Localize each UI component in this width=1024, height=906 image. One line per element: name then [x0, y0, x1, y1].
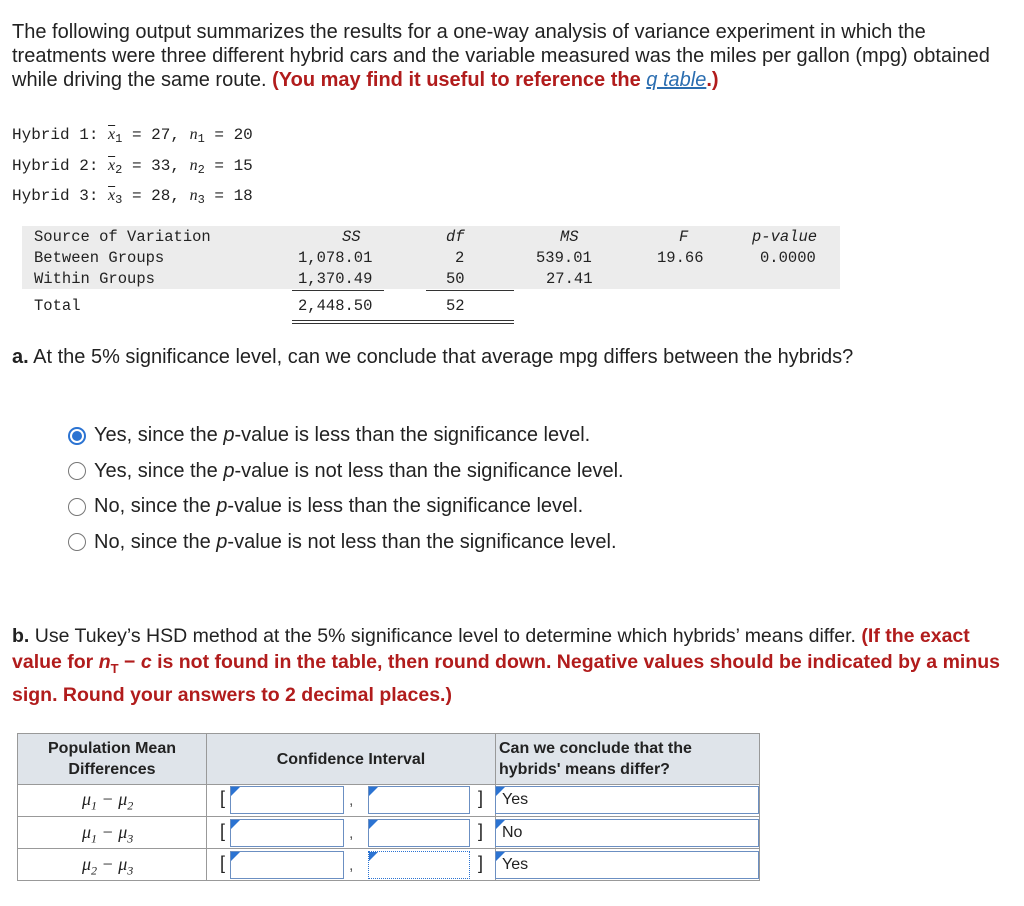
hdr-mean-differences: Population Mean Differences	[48, 740, 176, 778]
within-source: Within Groups	[34, 270, 155, 288]
problem-intro	[12, 20, 1020, 92]
question-b-label: b.	[12, 625, 30, 647]
question-a-label: a.	[12, 346, 29, 368]
input-flag-icon	[496, 820, 505, 829]
question-b	[12, 623, 1012, 708]
hdr-source: Source of Variation	[34, 228, 211, 246]
hdr-pvalue: p-value	[752, 228, 818, 246]
radio-button[interactable]	[68, 498, 86, 516]
ci-comma: ,	[349, 792, 354, 809]
df-rule-top	[426, 290, 514, 291]
input-flag-icon	[231, 820, 240, 829]
ci-lower-input[interactable]	[230, 786, 344, 814]
hdr-ms: MS	[560, 228, 579, 246]
input-flag-icon	[496, 852, 505, 861]
mean-difference: $\mu_1 - \mu_2$	[82, 789, 134, 813]
hdr-confidence-interval: Confidence Interval	[276, 751, 426, 768]
mean-difference: $\mu_2 - \mu_3$	[82, 854, 134, 878]
input-flag-icon	[496, 787, 505, 796]
within-ss: 1,370.49	[298, 270, 373, 288]
intro-text: The following output summarizes the results for a one-way analysis of variance experiment in which the treatments were three different hybrid cars and the variable measured was the miles per gallon (mpg) obtained while driving the same route.	[12, 21, 990, 91]
hybrid-row: Hybrid 2: $\overline{x}_2 = 33$, $n_2 = 15$	[12, 156, 253, 177]
radio-button[interactable]	[68, 462, 86, 480]
question-a-text: At the 5% significance level, can we conclude that average mpg differs between the hybrids?	[33, 346, 854, 368]
open-bracket: [	[220, 821, 226, 841]
q-table-link[interactable]: q table	[646, 69, 707, 91]
hybrid-row: Hybrid 3: $\overline{x}_3 = 28$, $n_3 = 18$	[12, 187, 253, 207]
option-3[interactable]	[68, 489, 624, 525]
open-bracket: [	[220, 788, 226, 808]
col-divider-1	[206, 734, 207, 880]
row-divider-1	[18, 816, 759, 817]
option-2[interactable]	[68, 454, 624, 490]
option-1[interactable]	[68, 418, 624, 454]
close-bracket: ]	[478, 821, 484, 841]
option-label: No, since the p-value is not less than the significance level.	[94, 530, 617, 553]
anova-row-total	[22, 295, 840, 316]
total-rule-2	[292, 323, 514, 324]
ss-rule-top	[292, 290, 384, 291]
ci-comma: ,	[349, 857, 354, 874]
conclusion-select[interactable]	[495, 786, 759, 814]
between-ms: 539.01	[536, 249, 592, 267]
open-bracket: [	[220, 853, 226, 873]
mean-difference: $\mu_1 - \mu_3$	[82, 822, 134, 846]
total-df: 52	[446, 297, 465, 315]
input-flag-icon	[231, 852, 240, 861]
input-flag-icon	[369, 787, 378, 796]
option-label: Yes, since the p-value is less than the significance level.	[94, 424, 591, 447]
conclusion-select[interactable]	[495, 819, 759, 847]
question-b-text: Use Tukey’s HSD method at the 5% significance level to determine which hybrids’ means differ.	[34, 625, 856, 647]
question-a	[12, 346, 853, 369]
input-flag-icon	[369, 820, 378, 829]
hdr-ss: SS	[342, 228, 361, 246]
within-ms: 27.41	[546, 270, 593, 288]
total-rule-1	[292, 320, 514, 321]
tukey-header	[18, 734, 759, 785]
conclusion-value: No	[502, 824, 523, 841]
input-flag-icon	[231, 787, 240, 796]
conclusion-value: Yes	[502, 791, 529, 808]
close-bracket: ]	[478, 853, 484, 873]
close-bracket: ]	[478, 788, 484, 808]
ci-upper-input[interactable]	[368, 851, 470, 879]
conclusion-select[interactable]	[495, 851, 759, 879]
between-ss: 1,078.01	[298, 249, 373, 267]
option-label: No, since the p-value is less than the significance level.	[94, 495, 584, 518]
conclusion-value: Yes	[502, 856, 529, 873]
question-b-instructions: (If the exact value for $n_T - c$ is not found in the table, then round down. Negative values should be indicated by a minus sign. Round your answers to 2 decimal places.)	[12, 625, 1000, 706]
radio-button[interactable]	[68, 533, 86, 551]
hybrid-stats	[12, 122, 253, 214]
total-ss: 2,448.50	[298, 297, 373, 315]
anova-row-between	[22, 247, 840, 268]
intro-hint: (You may find it useful to reference the q table.)	[272, 69, 719, 91]
total-source: Total	[34, 297, 81, 315]
radio-button[interactable]	[68, 427, 86, 445]
ci-comma: ,	[349, 825, 354, 842]
ci-lower-input[interactable]	[230, 851, 344, 879]
anova-header-row	[22, 226, 840, 247]
option-label: Yes, since the p-value is not less than the significance level.	[94, 459, 624, 482]
between-p: 0.0000	[760, 249, 816, 267]
within-df: 50	[446, 270, 465, 288]
input-flag-icon	[369, 852, 378, 861]
question-a-options	[68, 418, 624, 560]
hdr-df: df	[446, 228, 465, 246]
ci-upper-input[interactable]	[368, 786, 470, 814]
ci-lower-input[interactable]	[230, 819, 344, 847]
tukey-table	[17, 733, 760, 881]
hybrid-row: Hybrid 1: $\overline{x}_1 = 27$, $n_1 = 20$	[12, 126, 253, 146]
hdr-conclude: Can we conclude that the hybrids' means differ?	[499, 740, 692, 778]
between-f: 19.66	[657, 249, 704, 267]
anova-row-within	[22, 268, 840, 289]
hdr-f: F	[679, 228, 689, 246]
row-divider-2	[18, 848, 759, 849]
option-4[interactable]	[68, 525, 624, 561]
ci-upper-input[interactable]	[368, 819, 470, 847]
between-source: Between Groups	[34, 249, 165, 267]
between-df: 2	[455, 249, 465, 267]
